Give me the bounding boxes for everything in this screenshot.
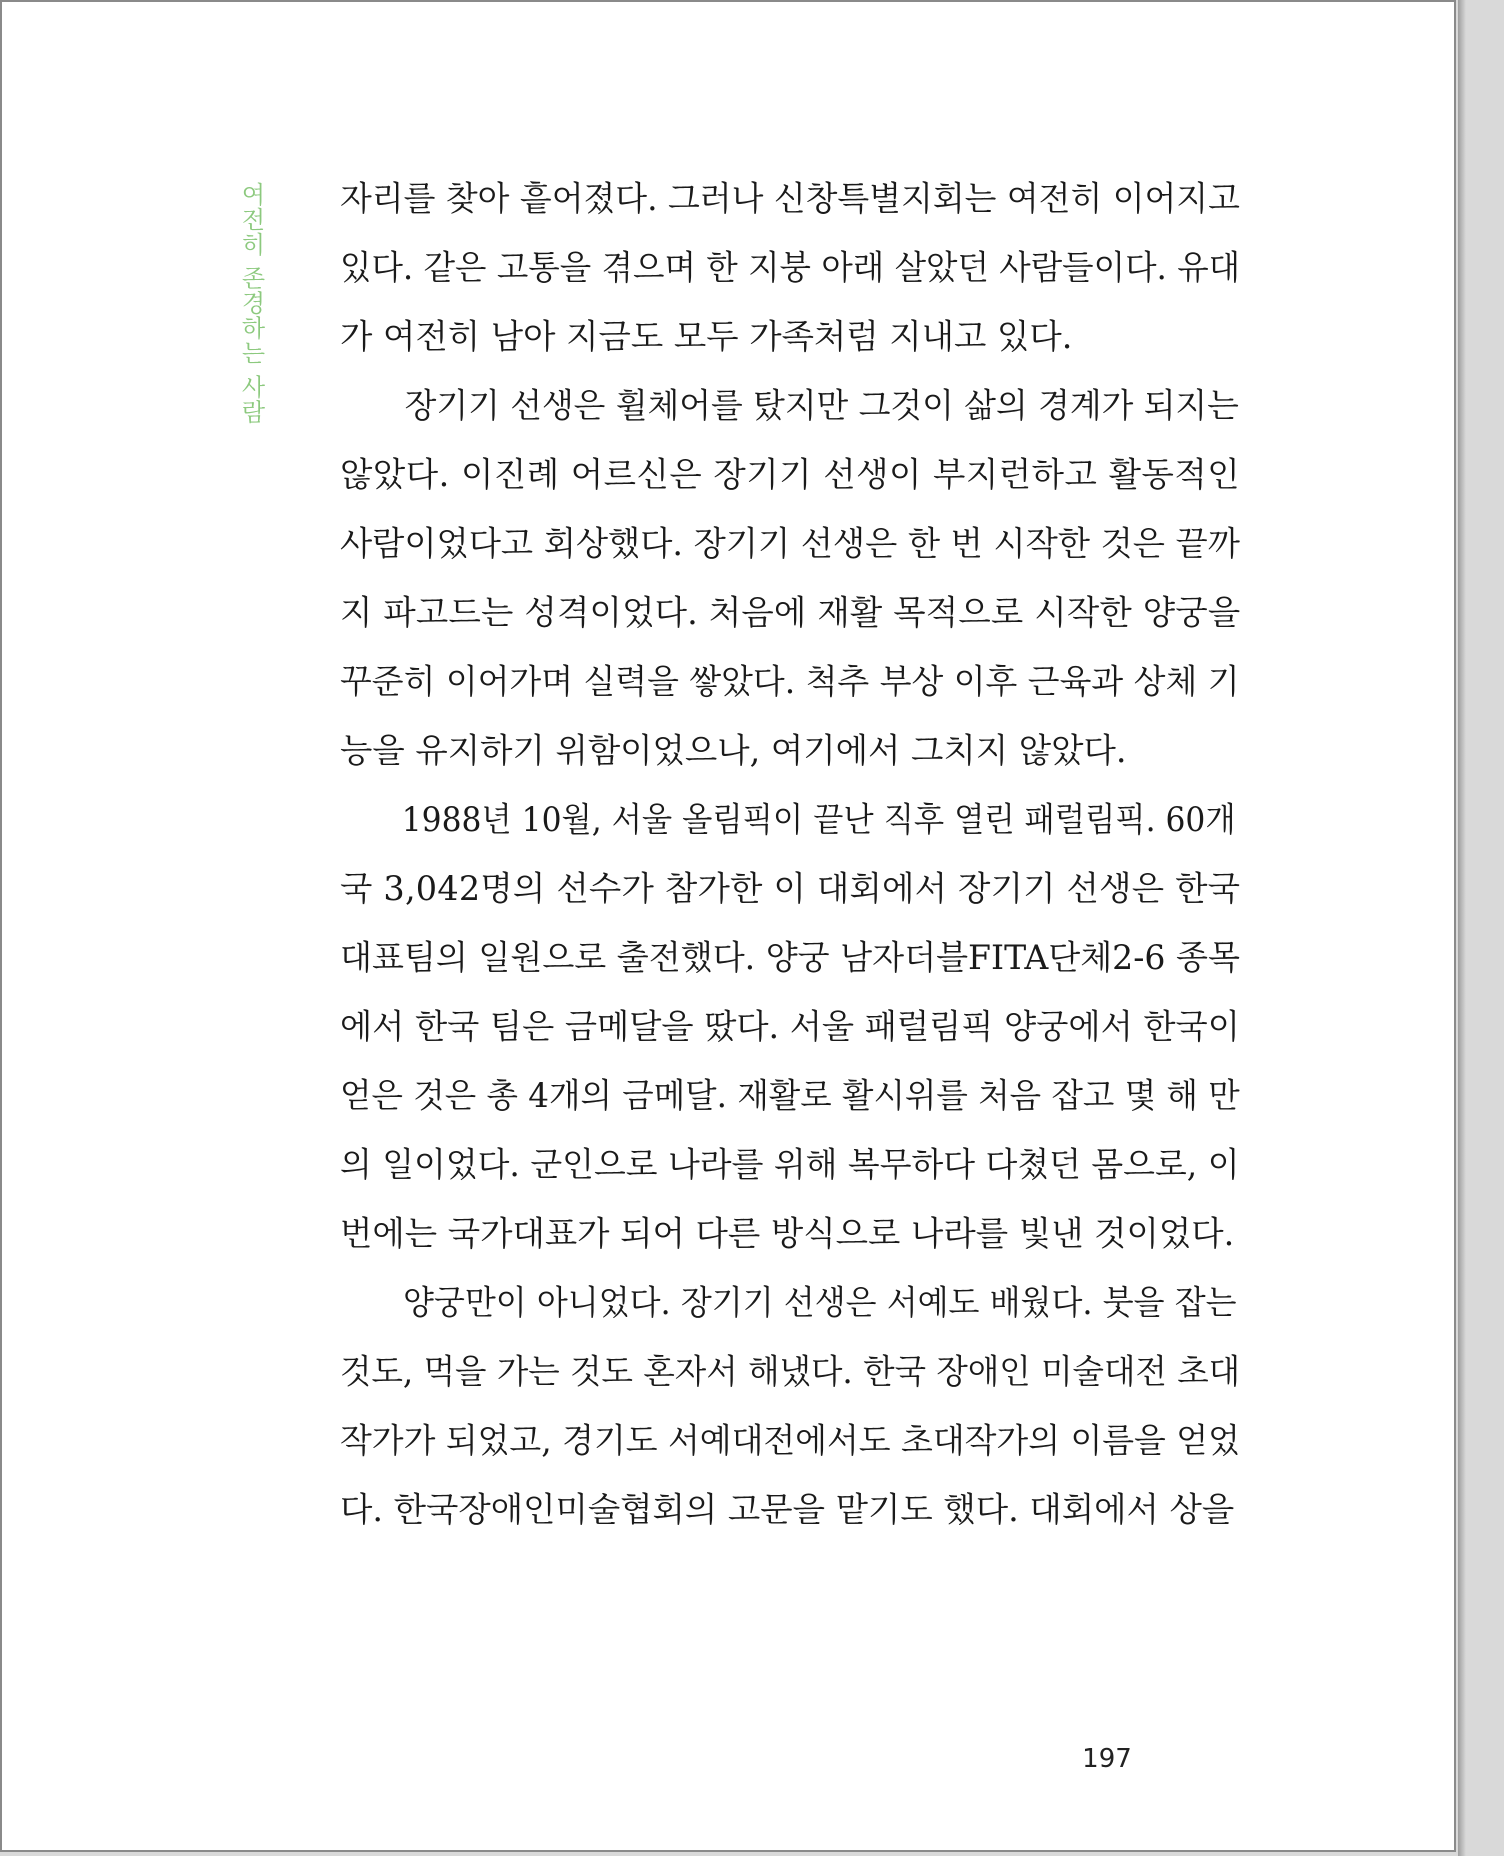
- text-line: 국 3,042명의 선수가 참가한 이 대회에서 장기기 선생은 한국: [340, 869, 1241, 908]
- text-line: 가 여전히 남아 지금도 모두 가족처럼 지내고 있다.: [340, 317, 1073, 356]
- text-line: 것도, 먹을 가는 것도 혼자서 해냈다. 한국 장애인 미술대전 초대: [340, 1352, 1241, 1391]
- text-line: 자리를 찾아 흩어졌다. 그러나 신창특별지회는 여전히 이어지고: [340, 179, 1240, 218]
- text-line: 얻은 것은 총 4개의 금메달. 재활로 활시위를 처음 잡고 몇 해 만: [340, 1076, 1240, 1115]
- text-line: 의 일이었다. 군인으로 나라를 위해 복무하다 다쳤던 몸으로, 이: [340, 1145, 1240, 1184]
- page-edge-shadow: [1458, 0, 1466, 1856]
- text-line: 꾸준히 이어가며 실력을 쌓았다. 척추 부상 이후 근육과 상체 기: [340, 662, 1240, 701]
- text-line: 않았다. 이진례 어르신은 장기기 선생이 부지런하고 활동적인: [340, 455, 1241, 494]
- text-line: 지 파고드는 성격이었다. 처음에 재활 목적으로 시작한 양궁을: [340, 593, 1241, 632]
- page-number: 197: [1082, 1744, 1132, 1774]
- body-text: [340, 164, 1240, 1544]
- text-line: 능을 유지하기 위함이었으나, 여기에서 그치지 않았다.: [340, 731, 1127, 770]
- running-head: 여전히 존경하는 사람: [237, 182, 265, 425]
- text-line: 대표팀의 일원으로 출전했다. 양궁 남자더블FITA단체2-6 종목: [340, 938, 1240, 977]
- text-line: 작가가 되었고, 경기도 서예대전에서도 초대작가의 이름을 얻었: [340, 1421, 1240, 1460]
- text-line: 양궁만이 아니었다. 장기기 선생은 서예도 배웠다. 붓을 잡는: [403, 1283, 1237, 1322]
- text-line: 1988년 10월, 서울 올림픽이 끝난 직후 열린 패럴림픽. 60개: [401, 800, 1236, 839]
- text-line: 사람이었다고 회상했다. 장기기 선생은 한 번 시작한 것은 끝까: [340, 524, 1240, 563]
- text-line: 있다. 같은 고통을 겪으며 한 지붕 아래 살았던 사람들이다. 유대: [340, 248, 1241, 287]
- text-line: 장기기 선생은 휠체어를 탔지만 그것이 삶의 경계가 되지는: [404, 386, 1239, 425]
- text-line: 다. 한국장애인미술협회의 고문을 맡기도 했다. 대회에서 상을: [340, 1490, 1235, 1529]
- text-line: 번에는 국가대표가 되어 다른 방식으로 나라를 빛낸 것이었다.: [340, 1214, 1235, 1253]
- text-line: 에서 한국 팀은 금메달을 땄다. 서울 패럴림픽 양궁에서 한국이: [340, 1007, 1240, 1046]
